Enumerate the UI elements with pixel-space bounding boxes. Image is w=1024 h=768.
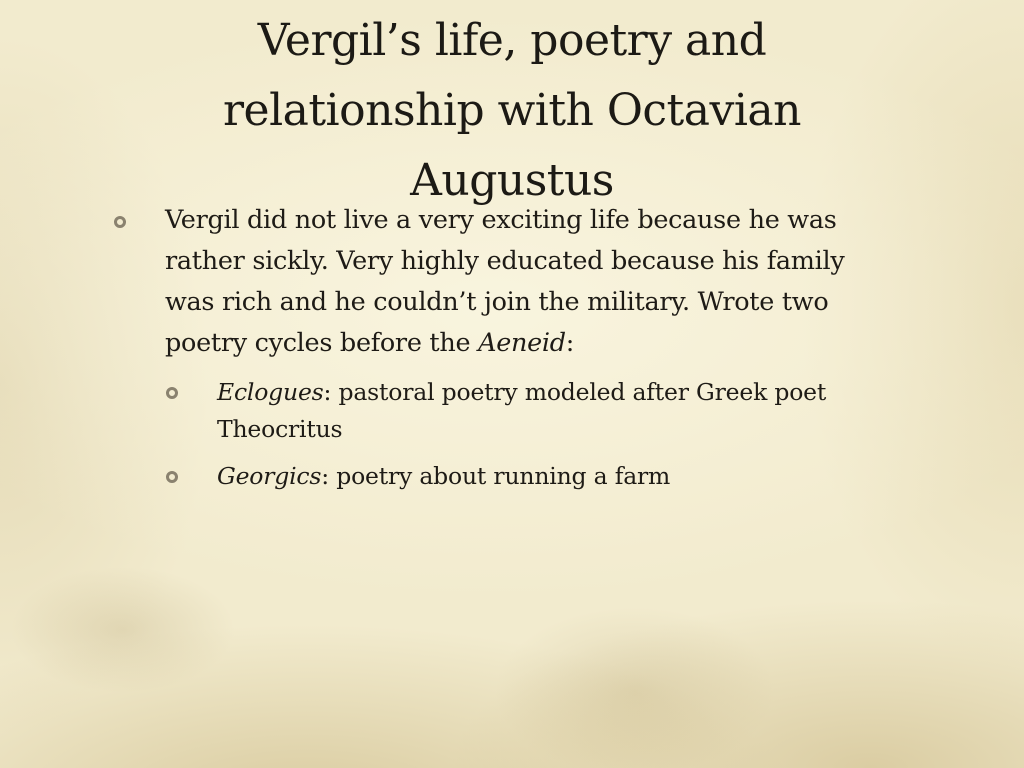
bullet-circle-icon	[166, 387, 178, 399]
sub-bullet-item	[110, 374, 910, 448]
bullet-line	[165, 323, 910, 364]
aeneid-title: Aeneid	[478, 328, 566, 358]
slide-body	[110, 200, 910, 495]
eclogues-title: Eclogues	[217, 378, 324, 406]
bullet-circle-icon	[114, 216, 126, 228]
sub-bullet-line	[217, 374, 910, 411]
title-line: Augustus	[410, 155, 614, 206]
bullet-line: was rich and he couldn’t join the military. Wrote two	[165, 287, 829, 317]
bullet-line: rather sickly. Very highly educated because his family	[165, 246, 845, 276]
bullet-line: Vergil did not live a very exciting life because he was	[165, 205, 837, 235]
sub-bullet-item	[110, 458, 910, 495]
sub-bullet-text	[217, 458, 910, 495]
sub-bullet-rest: : poetry about running a farm	[321, 462, 671, 490]
bullet-item	[110, 200, 910, 364]
sub-bullet-rest: : pastoral poetry modeled after Greek poet	[323, 378, 827, 406]
bullet-text	[165, 200, 910, 364]
sub-bullet-line	[217, 458, 910, 495]
bullet-circle-icon	[166, 471, 178, 483]
sub-bullet-text	[217, 374, 910, 448]
bullet-line-prefix: poetry cycles before the	[165, 328, 479, 358]
bullet-line-suffix: :	[565, 328, 575, 358]
georgics-title: Georgics	[217, 462, 322, 490]
title-line: relationship with Octavian	[223, 85, 801, 136]
sub-bullet-line: Theocritus	[217, 415, 343, 443]
title-line: Vergil’s life, poetry and	[257, 15, 767, 66]
slide-title	[130, 6, 894, 216]
